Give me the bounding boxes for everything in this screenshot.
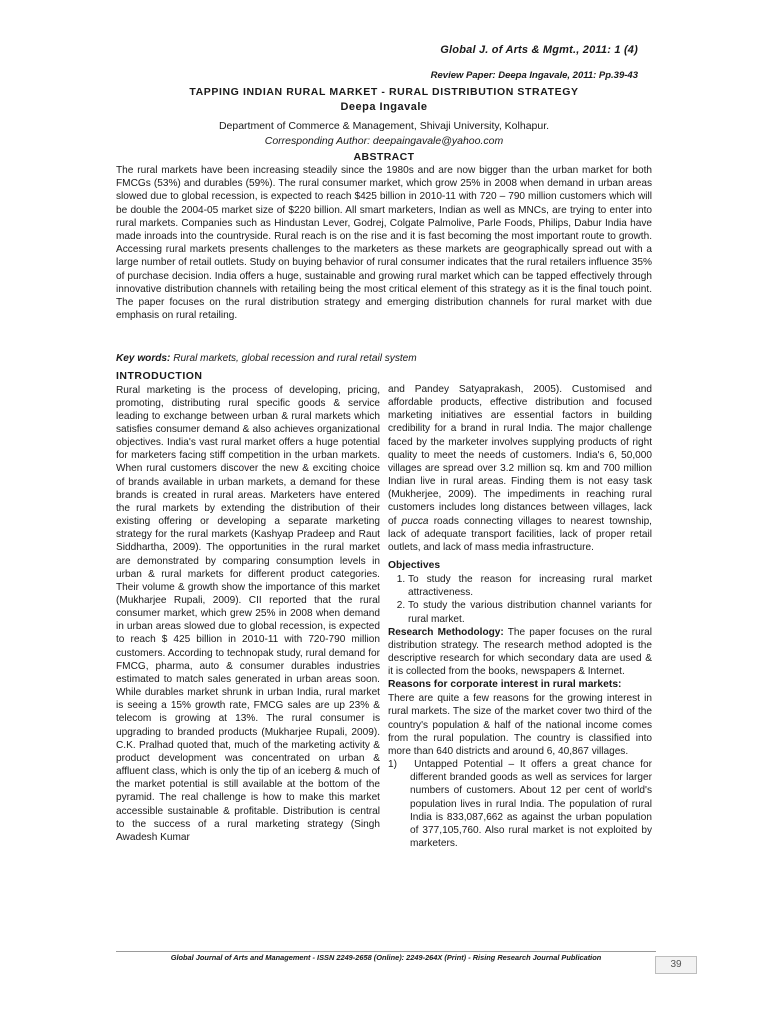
keywords-label: Key words: (116, 353, 171, 364)
journal-footer: Global Journal of Arts and Management - ISSN 2249-2658 (Online): 2249-264X (Print) - Rising Research Journal Publication (170, 953, 602, 962)
keywords-list: Rural markets, global recession and rural retail system (173, 353, 417, 364)
research-methodology (388, 626, 652, 679)
page-number: 39 (655, 956, 697, 974)
corresponding-author: Corresponding Author: deepaingavale@yahoo.com (264, 135, 504, 147)
right-column (388, 383, 652, 850)
objective-item: 2. To study the various distribution channel variants for rural market. (408, 599, 652, 625)
reasons-heading: Reasons for corporate interest in rural markets: (388, 679, 622, 691)
keywords (116, 352, 652, 365)
introduction-heading: INTRODUCTION (116, 370, 203, 382)
intro-cont-b: roads connecting villages to nearest township, lack of adequate transport facilities, lack of proper retail outlets, and lack of mass media infrastructure. (388, 515, 652, 553)
reasons-text: There are quite a few reasons for the growing interest in rural markets. The size of the market cover two third of the country's population & half of the national income comes from the rural population. The country is classified into more than 640 districts and around 6, 40,867 villages. (388, 693, 652, 757)
intro-cont-a: and Pandey Satyaprakash, 2005). Customised and affordable products, effective distribution and focused marketing initiatives are essential factors in building credibility for a brand in rural India. The major challenge faced by the marketer involves supplying products of right quality to meet the needs of customers. India's 6, 50,000 villages are spread over 3.2 million sq. km and 700 million Indian live in rural areas. Finding them is not easy task (Mukherjee, 2009). The impediments in reaching rural customers includes long distances between villages, lack of (388, 384, 652, 527)
research-methodology-text: The paper focuses on the rural distribution strategy. The research method adopted is the descriptive research for which secondary data are used & it is collected from the books, newspapers & Internet. (388, 626, 653, 678)
author-name: Deepa Ingavale (340, 101, 428, 113)
objectives-list (388, 573, 652, 626)
research-methodology-heading: Research Methodology: (388, 626, 504, 638)
abstract-text: The rural markets have been increasing steadily since the 1980s and are now bigger than the urban market for both FMCGs (53%) and durables (59%). The rural consumer market, which grow 25% in 2008 when demand in urban areas slowed due to global recession, is expected to reach $425 billion in 2010-11 with 720 – 790 million customers which will be double the 2004-05 market size of $220 billion. All smart marketers, Indian as well as MNCs, are trying to enter into rural markets. Companies such as Hindustan Lever, Godrej, Colgate Palmolive, Parle Foods, Philips, Dabur India have made inroads into the countryside. Rural reach is on the rise and it is fast becoming the most important route to growth. Accessing rural markets presents challenges to the marketers as these markets are geographically spread out with a large number of retail outlets. Study on buying behavior of rural consumer indicates that the rural retailers influence 35% of purchase decision. India offers a huge, sustainable and growing rural market which can be tapped effectively through innovative distribution channels with retailing being the most critical element of this strategy as it is the final touch point. The paper focuses on the rural distribution strategy and emerging distribution channels for rural market with due emphasis on rural retailing. (116, 165, 652, 322)
review-citation: Review Paper: Deepa Ingavale, 2011: Pp.39-43 (430, 70, 638, 81)
objective-item: 1. To study the reason for increasing rural market attractiveness. (408, 573, 652, 599)
introduction-continued (388, 383, 652, 554)
abstract-heading: ABSTRACT (353, 151, 415, 163)
reasons-points (388, 758, 652, 850)
left-column (116, 370, 380, 844)
reason-point (388, 758, 652, 850)
introduction-text: Rural marketing is the process of developing, pricing, promoting, distributing rural specific goods & service leading to exchange between urban & rural markets which satisfies consumer demand & also achieves organizational objectives. India's vast rural market offers a huge potential for marketers facing stiff competition in the urban markets. When rural customers discover the new & exciting choice of brands available in urban markets, a demand for these brands is created in rural areas. Marketers have entered the rural markets by extending the distribution of their existing offering or developing a separate marketing strategy for the rural markets (Kashyap Pradeep and Raut Siddhartha, 2009). The opportunities in the rural market are demonstrated by comparing consumption levels in urban & rural markets for different product categories. Their volume & growth show the importance of this market (Mukharjee Rupali, 2009). CII reported that the rural consumer market, which grew 25% in 2008 when demand in urban areas slowed due to global recession, is expected to reach $ 425 billion in 2010-11 with 720-790 million customers. According to technopak study, rural demand for FMCG, pharma, auto & consumer durables industries estimated to match sales generated in urban areas soon. While durables market shrunk in urban India, rural market is seeing a 15% growth rate, FMCG sales are up 23% & telecom is growing at 13%. The rural consumer is upgrading to branded products (Mukharjee Rupali, 2009). C.K. Pralhad quoted that, much of the marketing activity & product development was concentrated on urban & affluent class, which is only the tip of an iceberg & much of the market potential is still available at the bottom of the pyramid. The real challenge is how to make this market accessible sustainable & profitable. Distribution is central to the success of a rural marketing strategy (Singh Awadesh Kumar (116, 384, 380, 843)
reason-point-marker: 1) (388, 759, 397, 771)
pucca-term: pucca (401, 515, 429, 527)
author-affiliation: Department of Commerce & Management, Shivaji University, Kolhapur. (218, 120, 550, 132)
paper-title: TAPPING INDIAN RURAL MARKET - RURAL DISTRIBUTION STRATEGY (189, 86, 579, 98)
reason-point-text: Untapped Potential – It offers a great chance for different branded goods as well as services for larger numbers of customers. About 12 per cent of world's population lives in rural India. The population of rural India is 833,087,662 as against the urban population of 377,105,760. Also rural market is not exploited by marketers. (410, 759, 652, 849)
objectives-heading: Objectives (388, 560, 441, 572)
footer-divider (116, 951, 656, 952)
journal-citation: Global J. of Arts & Mgmt., 2011: 1 (4) (440, 44, 638, 56)
